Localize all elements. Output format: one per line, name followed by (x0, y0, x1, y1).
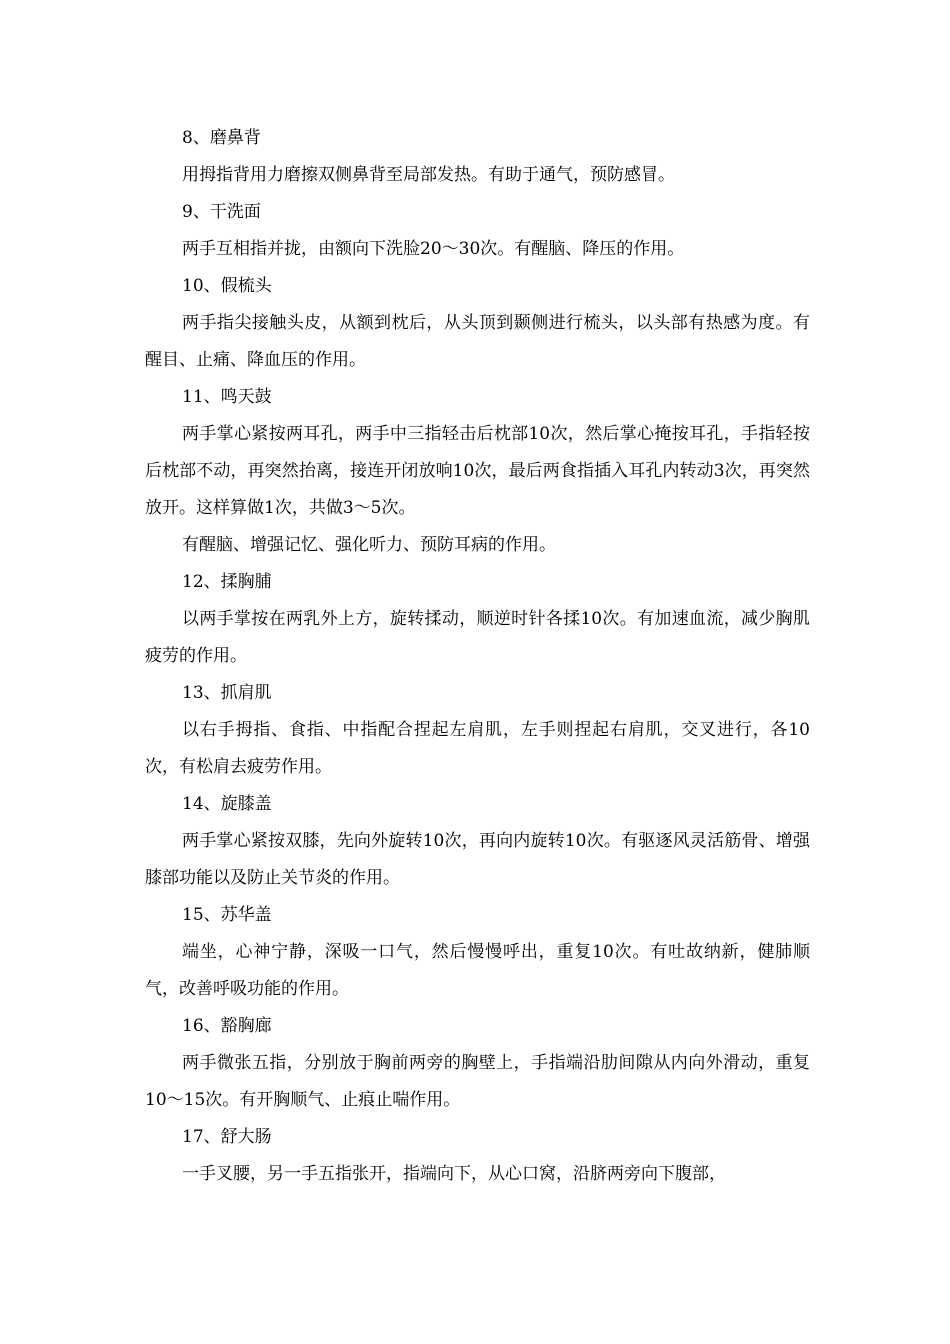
section-paragraph: 两手掌心紧按双膝，先向外旋转10次，再向内旋转10次。有驱逐风灵活筋骨、增强膝部功能以及防止关节炎的作用。 (145, 831, 810, 888)
section-11 (145, 379, 810, 564)
section-heading: 10、假梳头 (182, 276, 272, 296)
section-paragraph: 两手互相指并拢，由额向下洗脸20～30次。有醒脑、降压的作用。 (182, 239, 685, 259)
section-heading: 12、揉胸脯 (182, 572, 272, 592)
section-heading: 16、豁胸廊 (182, 1016, 272, 1036)
section-paragraph: 一手叉腰，另一手五指张开，指端向下，从心口窝，沿脐两旁向下腹部， (182, 1164, 726, 1184)
section-heading: 9、干洗面 (182, 202, 261, 222)
section-paragraph: 两手微张五指，分别放于胸前两旁的胸壁上，手指端沿肋间隙从内向外滑动，重复10～15次。有开胸顺气、止痕止喘作用。 (145, 1053, 810, 1110)
section-16 (145, 1008, 810, 1119)
section-14 (145, 786, 810, 897)
section-heading: 15、苏华盖 (182, 905, 272, 925)
section-heading: 11、鸣天鼓 (182, 387, 272, 407)
section-paragraph: 两手指尖接触头皮，从额到枕后，从头顶到颞侧进行梳头，以头部有热感为度。有醒目、止痛、降血压的作用。 (145, 313, 810, 370)
section-13 (145, 675, 810, 786)
section-12 (145, 564, 810, 675)
section-10 (145, 268, 810, 379)
section-paragraph: 两手掌心紧按两耳孔，两手中三指轻击后枕部10次，然后掌心掩按耳孔，手指轻按后枕部不动，再突然抬离，接连开闭放响10次，最后两食指插入耳孔内转动3次，再突然放开。这样算做1次，共做3～5次。 (145, 424, 810, 518)
section-paragraph: 有醒脑、增强记忆、强化听力、预防耳病的作用。 (182, 535, 556, 555)
document-body (145, 120, 810, 1193)
section-heading: 13、抓肩肌 (182, 683, 272, 703)
section-paragraph: 端坐，心神宁静，深吸一口气，然后慢慢呼出，重复10次。有吐故纳新，健肺顺气，改善呼吸功能的作用。 (145, 942, 810, 999)
section-8 (145, 120, 810, 194)
section-paragraph: 以两手掌按在两乳外上方，旋转揉动，顺逆时针各揉10次。有加速血流，减少胸肌疲劳的作用。 (145, 609, 810, 666)
section-9 (145, 194, 810, 268)
section-heading: 8、磨鼻背 (182, 128, 261, 148)
section-heading: 14、旋膝盖 (182, 794, 272, 814)
section-paragraph: 以右手拇指、食指、中指配合捏起左肩肌，左手则捏起右肩肌，交叉进行，各10次，有松肩去疲劳作用。 (145, 720, 810, 777)
section-17 (145, 1119, 810, 1193)
section-paragraph: 用拇指背用力磨擦双侧鼻背至局部发热。有助于通气，预防感冒。 (182, 165, 675, 185)
section-15 (145, 897, 810, 1008)
section-heading: 17、舒大肠 (182, 1127, 272, 1147)
